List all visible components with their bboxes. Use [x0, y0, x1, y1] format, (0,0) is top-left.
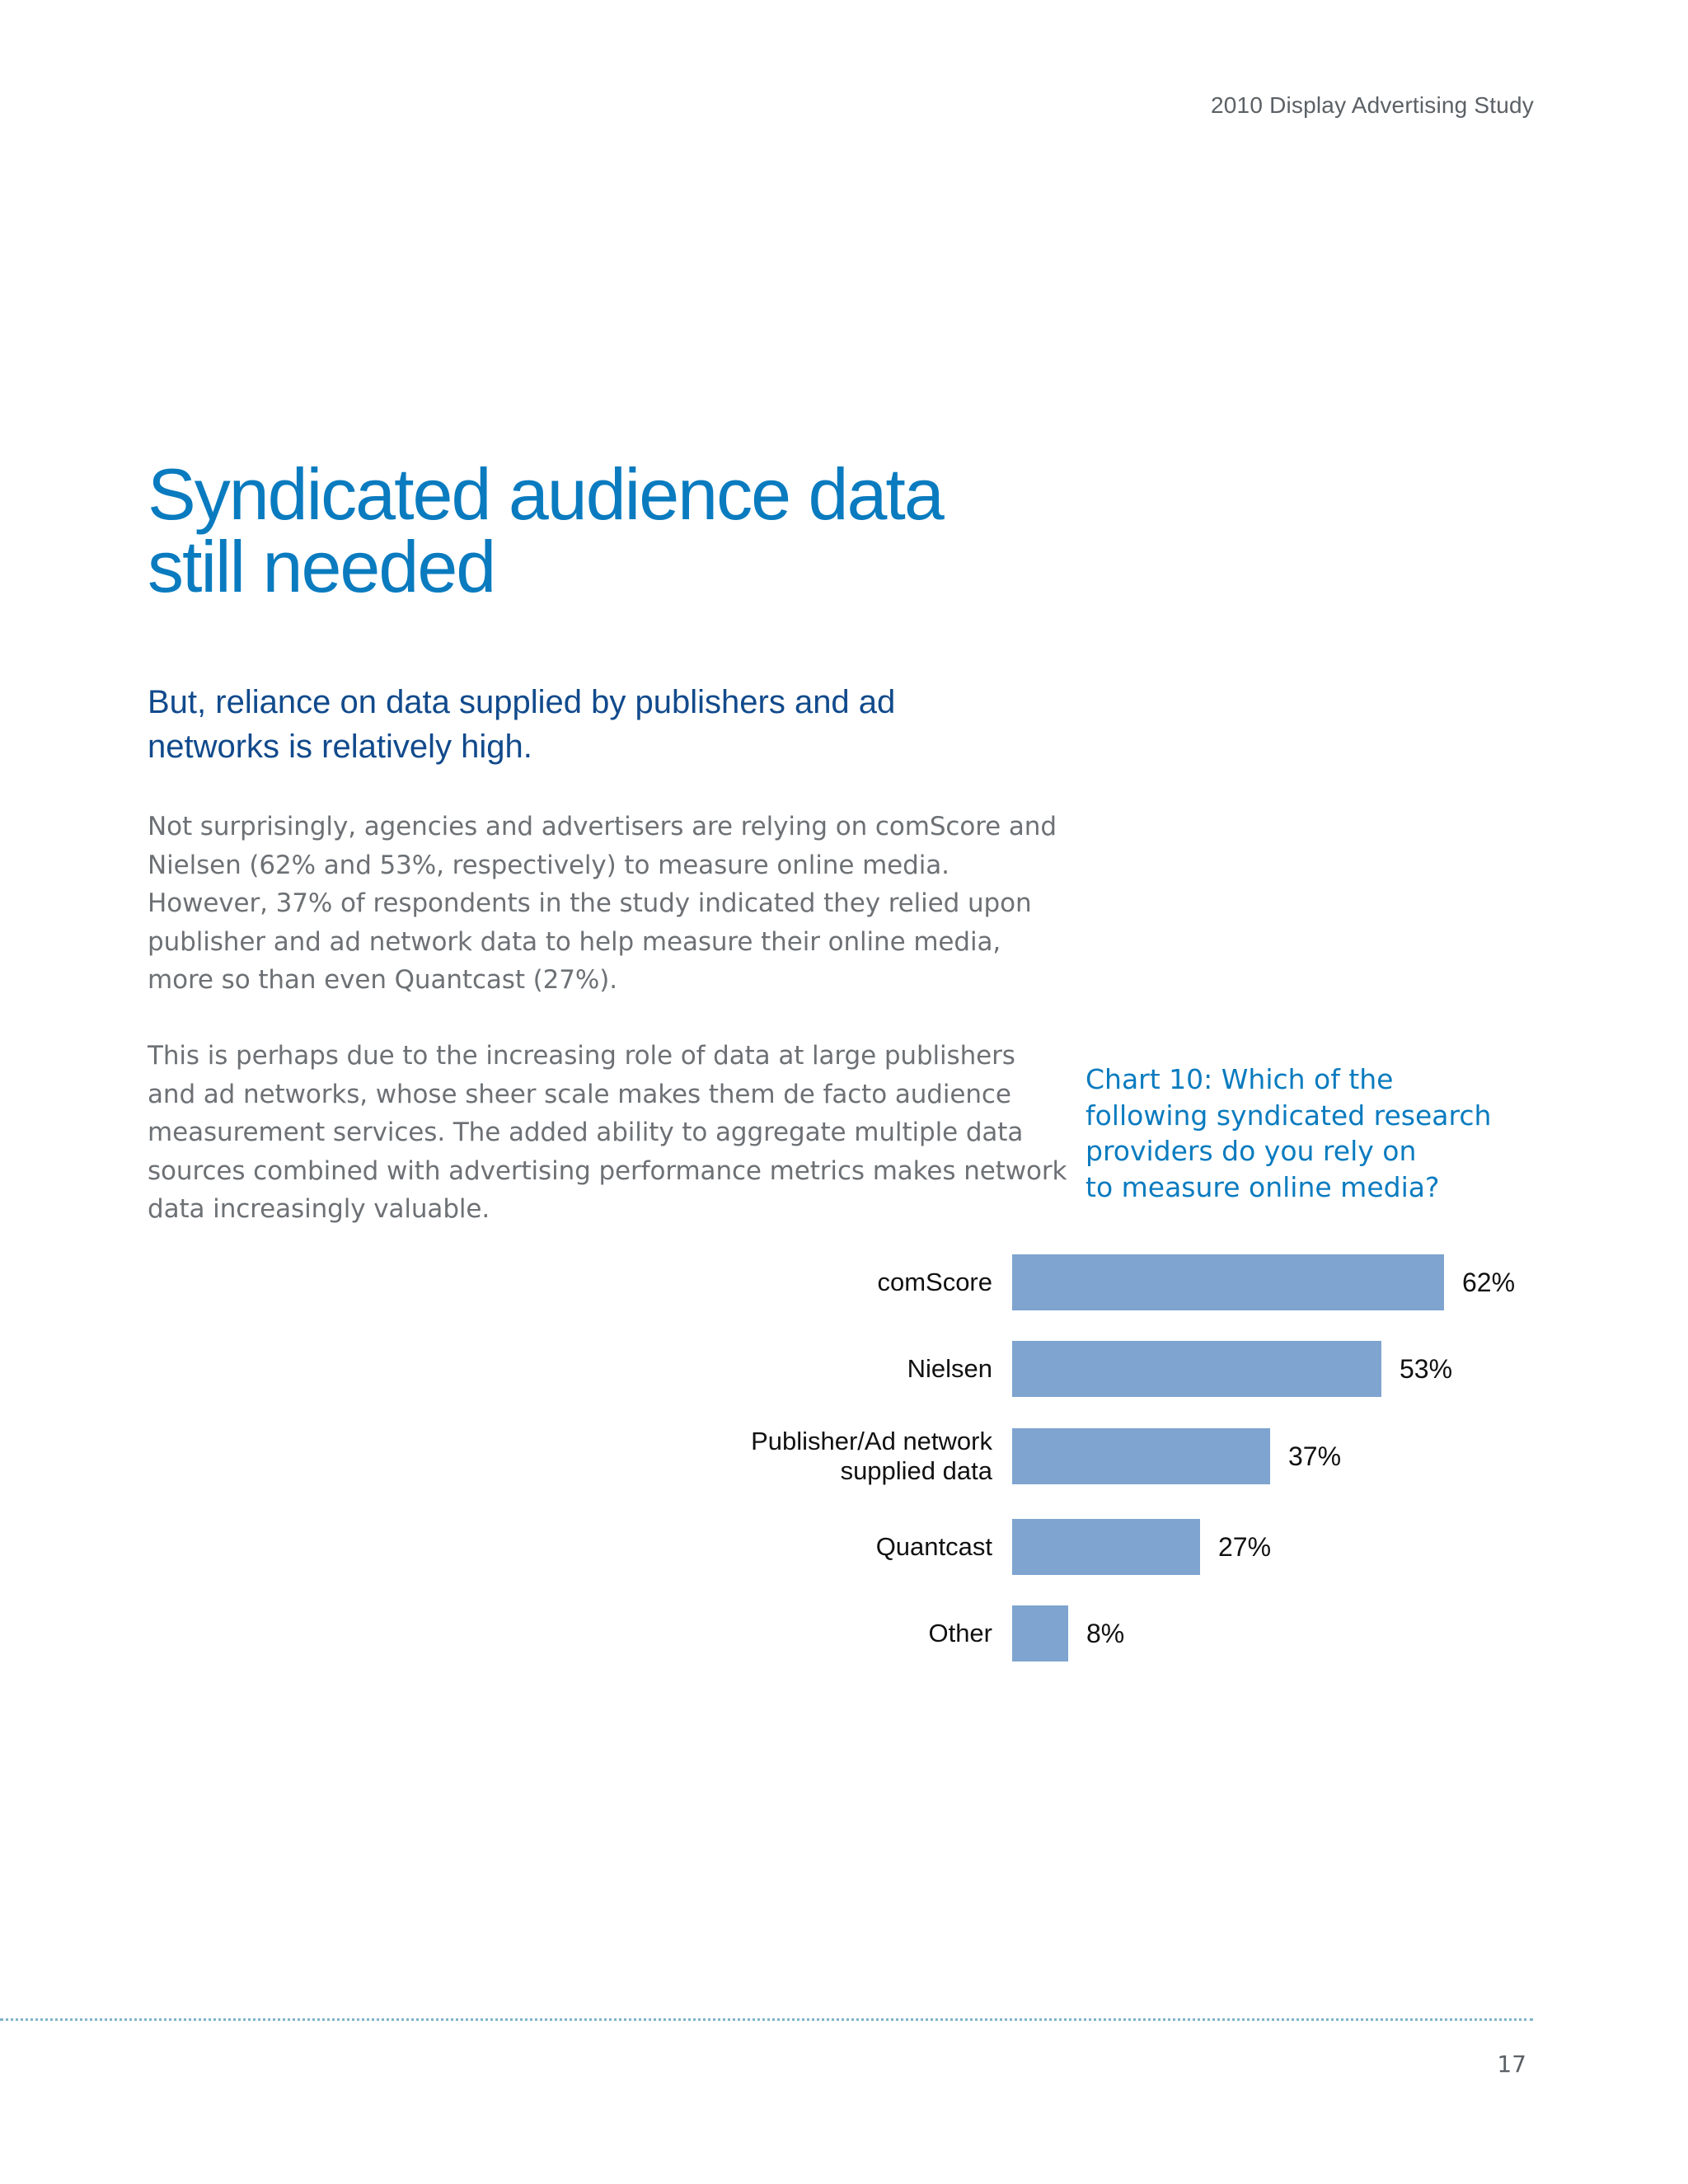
- footer-divider: [0, 2018, 1533, 2021]
- category-label-3: Quantcast: [875, 1532, 992, 1561]
- value-label-1: 53%: [1400, 1354, 1453, 1384]
- page-title-line-1: Syndicated audience data: [148, 453, 943, 535]
- page-subtitle: But, reliance on data supplied by publishers and ad networks is relatively high.: [148, 684, 896, 765]
- body-paragraph-1: Not surprisingly, agencies and advertisers are relying on comScore and Nielsen (62% and 53%, respectively) to measure online media. However, 37% of respondents in the study indicated they relied upon publisher and ad network data to help measure their online media, more so than even Quantcast (27%).: [148, 812, 1057, 996]
- value-label-3: 27%: [1218, 1532, 1272, 1562]
- value-label-2: 37%: [1288, 1441, 1342, 1471]
- chart-title: [1085, 1062, 1514, 1205]
- category-label-4: Other: [928, 1619, 992, 1647]
- page-title-line-2: still needed: [148, 526, 495, 607]
- value-label-0: 62%: [1462, 1268, 1516, 1297]
- page-title: [148, 453, 972, 607]
- value-label-4: 8%: [1086, 1619, 1125, 1648]
- running-head: 2010 Display Advertising Study: [1211, 92, 1534, 118]
- chart-title-line-2: following syndicated research: [1085, 1099, 1492, 1132]
- category-label-0: comScore: [877, 1268, 992, 1296]
- bar-2: [1012, 1428, 1270, 1484]
- category-label-1: Nielsen: [907, 1354, 992, 1383]
- chart-title-line-1: Chart 10: Which of the: [1085, 1063, 1394, 1095]
- body-paragraph-2: This is perhaps due to the increasing role of data at large publishers and ad networks, whose sheer scale makes them de facto audience measurement services. The added ability to aggregate multiple data sources combined with advertising performance metrics makes network data increasingly valuable.: [148, 1041, 1067, 1225]
- bar-1: [1012, 1341, 1381, 1397]
- category-label-2: Publisher/Ad network supplied data: [751, 1427, 992, 1485]
- chart-title-line-4: to measure online media?: [1085, 1170, 1440, 1203]
- page-number: 17: [1497, 2050, 1526, 2078]
- bar-4: [1012, 1605, 1068, 1661]
- bar-3: [1012, 1519, 1200, 1575]
- bar-0: [1012, 1254, 1444, 1310]
- chart-title-line-3: providers do you rely on: [1085, 1135, 1417, 1167]
